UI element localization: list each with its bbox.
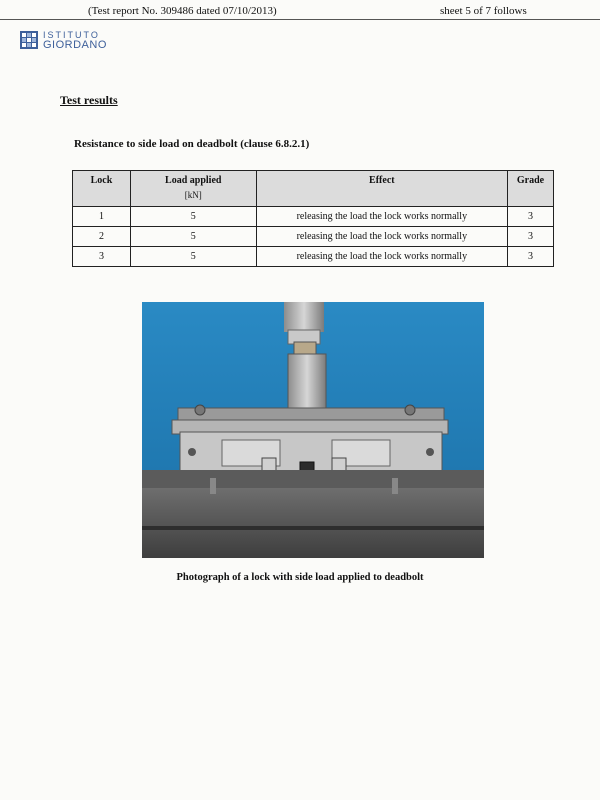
cell-grade: 3 — [508, 227, 554, 247]
section-title: Test results — [60, 93, 118, 107]
test-photograph — [142, 302, 484, 558]
istituto-giordano-logo — [20, 30, 107, 50]
subsection-title: Resistance to side load on deadbolt (clause 6.8.2.1) — [74, 138, 310, 150]
cell-effect: releasing the load the lock works normally — [256, 207, 507, 227]
header-load-label: Load applied — [165, 175, 222, 186]
results-table — [72, 170, 554, 267]
cell-load: 5 — [130, 207, 256, 227]
cell-lock: 2 — [73, 227, 131, 247]
cell-grade: 3 — [508, 207, 554, 227]
logo-text-bottom: GIORDANO — [43, 39, 107, 51]
cell-effect: releasing the load the lock works normally — [256, 227, 507, 247]
report-reference: (Test report No. 309486 dated 07/10/2013) — [88, 5, 277, 17]
cell-load: 5 — [130, 247, 256, 267]
table-row — [73, 227, 554, 247]
table-header-row — [73, 171, 554, 207]
cell-load: 5 — [130, 227, 256, 247]
cell-grade: 3 — [508, 247, 554, 267]
header-grade: Grade — [508, 171, 554, 207]
header-load — [130, 171, 256, 207]
cell-lock: 3 — [73, 247, 131, 267]
header-effect: Effect — [256, 171, 507, 207]
cell-lock: 1 — [73, 207, 131, 227]
page-header — [0, 0, 600, 20]
header-lock: Lock — [73, 171, 131, 207]
istituto-giordano-logo-icon — [20, 31, 38, 49]
logo-text-top: ISTITUTO — [43, 30, 100, 40]
sheet-reference: sheet 5 of 7 follows — [440, 5, 527, 17]
test-rig-illustration — [142, 302, 484, 558]
table-row — [73, 247, 554, 267]
cell-effect: releasing the load the lock works normally — [256, 247, 507, 267]
header-load-unit: [kN] — [184, 190, 202, 200]
photo-caption: Photograph of a lock with side load applied to deadbolt — [176, 572, 424, 583]
table-row — [73, 207, 554, 227]
